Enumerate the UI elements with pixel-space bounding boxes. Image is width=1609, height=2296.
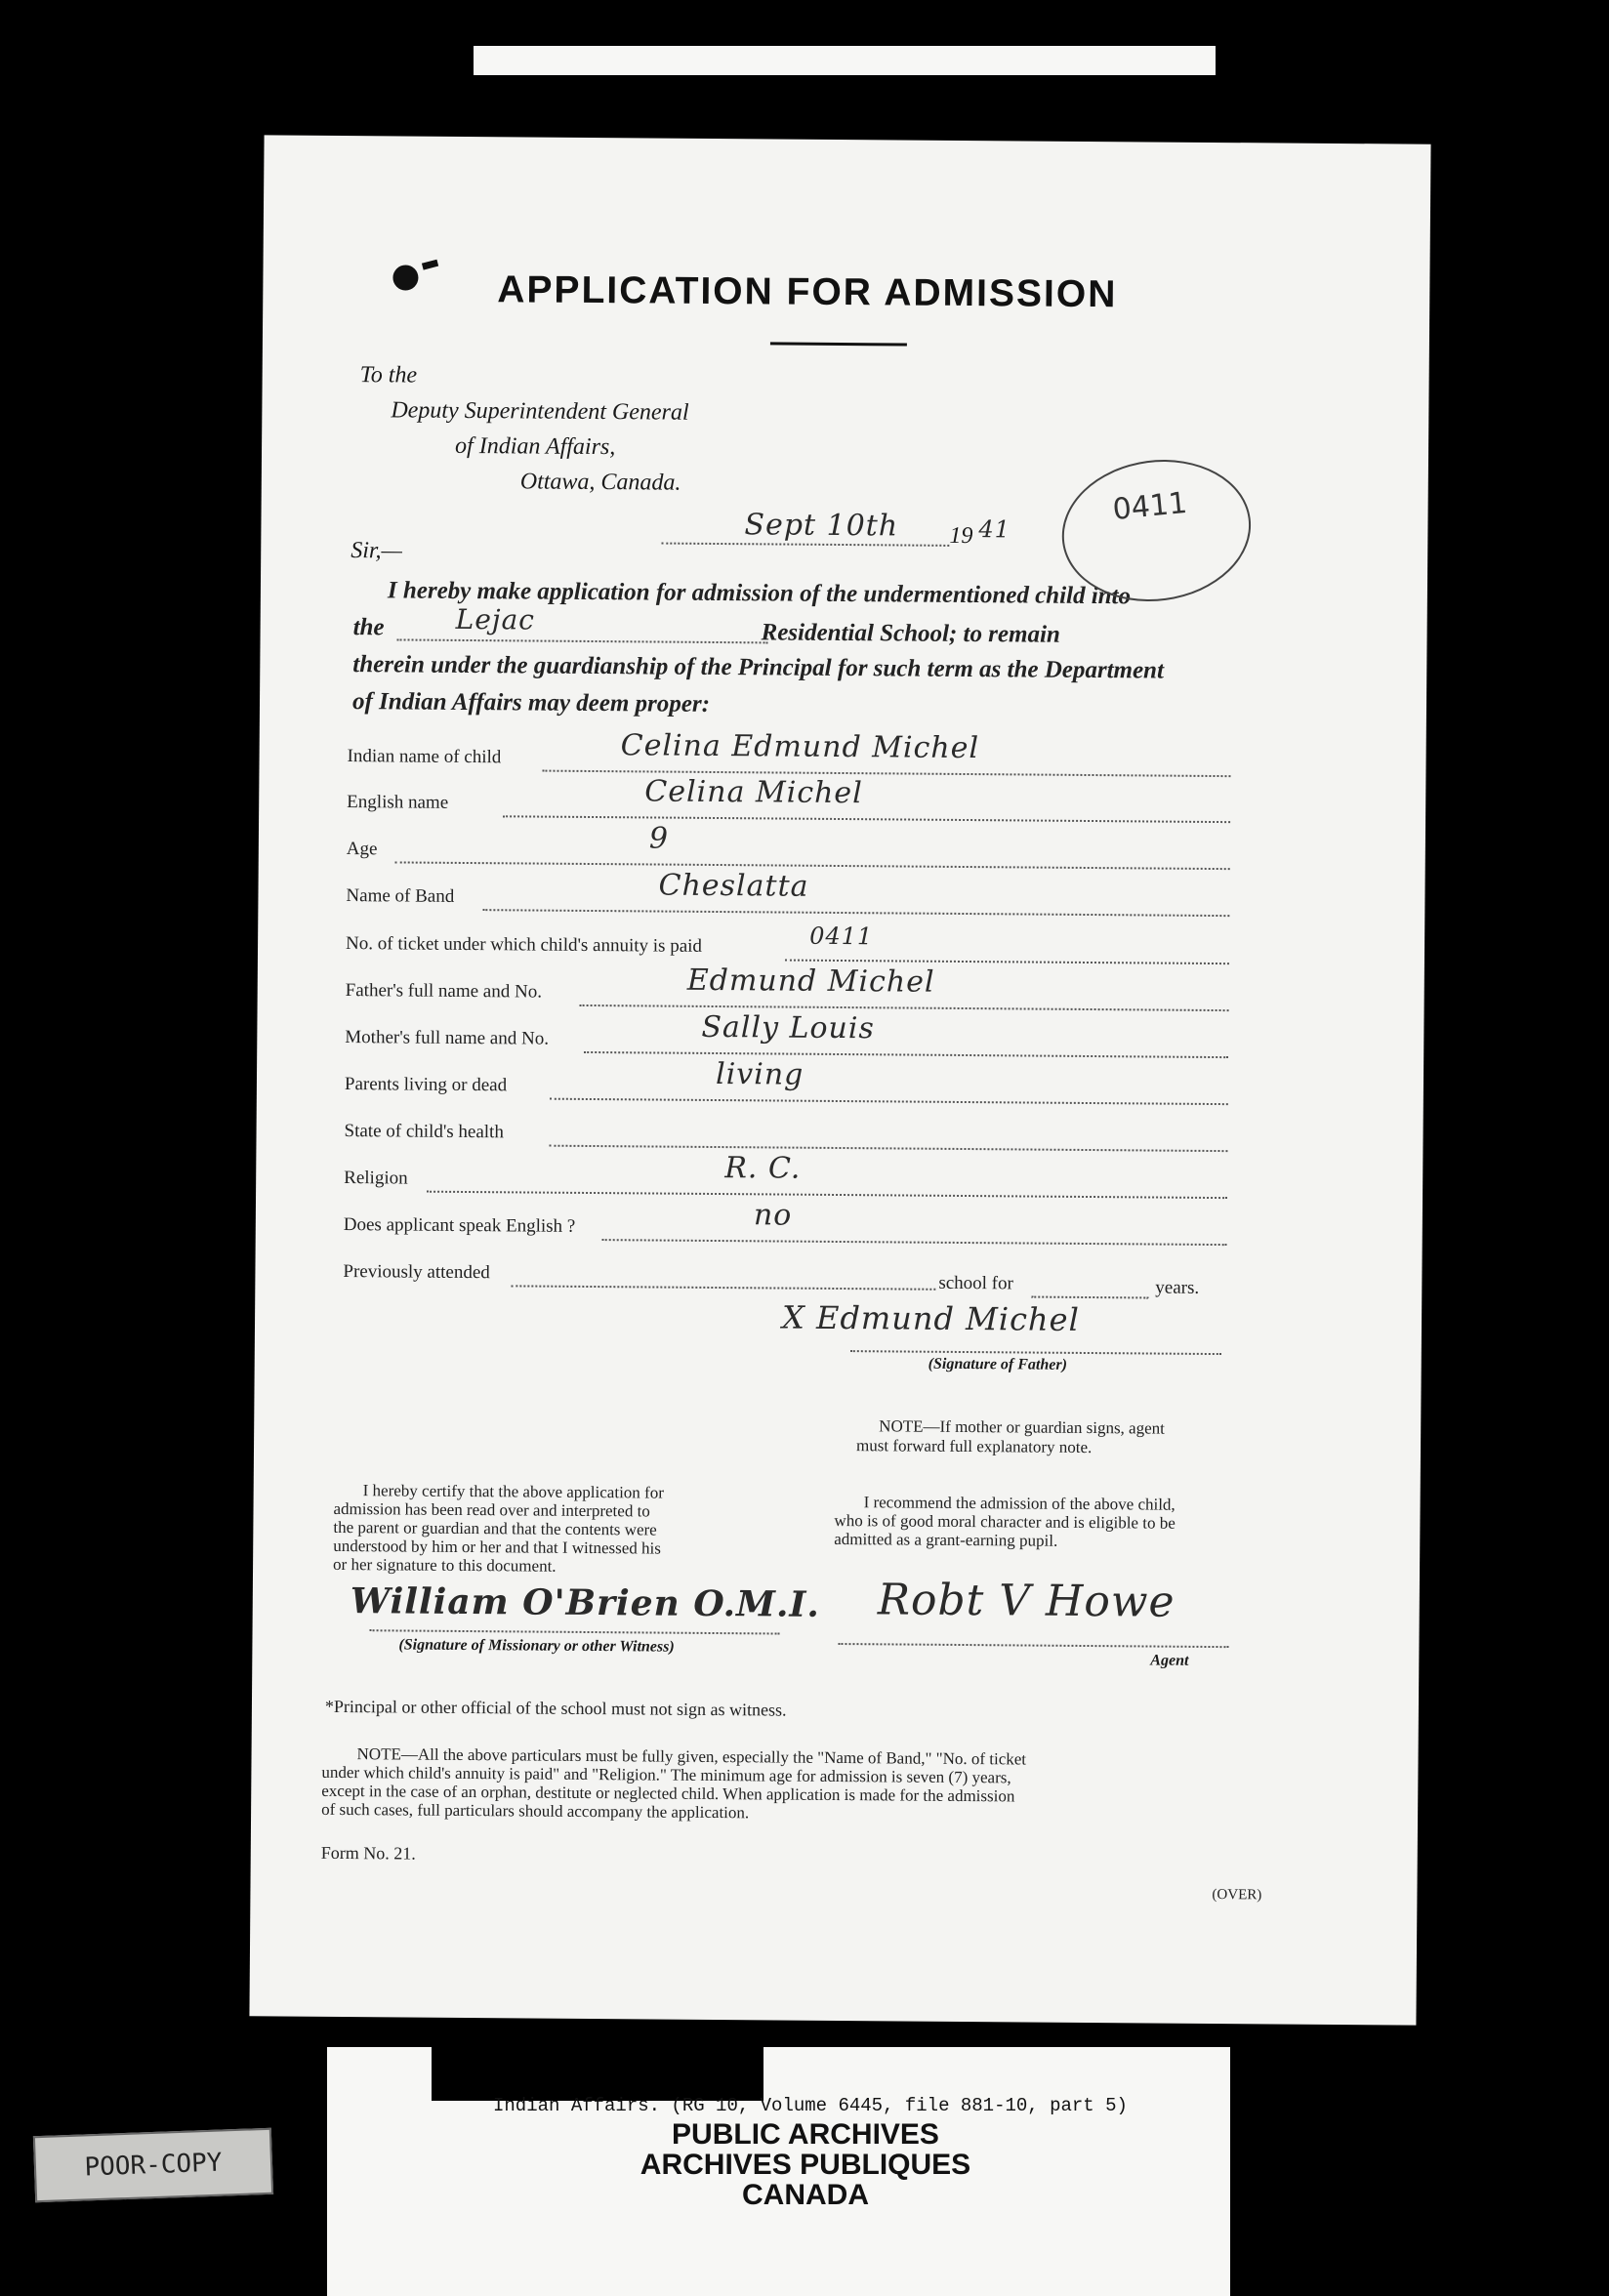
recommend-line-3: admitted as a grant-earning pupil. [834, 1529, 1058, 1550]
field-value-religion: R. C. [724, 1151, 802, 1186]
archive-line-1: PUBLIC ARCHIVES [672, 2118, 939, 2151]
field-dots [584, 1051, 1228, 1058]
certify-line-2: admission has been read over and interpreted to [333, 1498, 650, 1521]
school-for-label: school for [938, 1272, 1013, 1294]
recommend-line-1: I recommend the admission of the above child, [863, 1493, 1176, 1514]
poor-copy-stamp: POOR-COPY [33, 2128, 273, 2202]
field-label-ticket: No. of ticket under which child's annuity is paid [346, 933, 703, 957]
witness-signature: William O'Brien O.M.I. [350, 1580, 821, 1625]
body-line-2-prefix: the [352, 614, 385, 641]
field-value-english-name: Celina Michel [644, 774, 863, 811]
witness-signature-caption: (Signature of Missionary or other Witness) [398, 1636, 675, 1656]
field-value-english: no [753, 1198, 793, 1233]
title-underline [770, 342, 907, 346]
field-dots [550, 1098, 1228, 1105]
bottom-note-line-4: of such cases, full particulars should accompany the application. [321, 1799, 750, 1823]
archive-reference: Indian Affairs. (RG 10, Volume 6445, file 881-10, part 5) [493, 2095, 1128, 2116]
field-label-english: Does applicant speak English ? [343, 1214, 576, 1237]
field-dots [602, 1239, 1227, 1246]
field-dots [427, 1191, 1227, 1199]
body-line-4: of Indian Affairs may deem proper: [351, 688, 711, 718]
father-signature: X Edmund Michel [781, 1298, 1080, 1338]
tick-mark [422, 260, 438, 270]
certify-line-4: understood by him or her and that I witnessed his [333, 1536, 662, 1558]
addressee-line-2: Deputy Superintendent General [391, 397, 689, 426]
field-value-indian-name: Celina Edmund Michel [620, 728, 980, 766]
bottom-note-line-1: NOTE—All the above particulars must be fully given, especially the "Name of Band," "No. of ticket [356, 1744, 1027, 1769]
body-line-3: therein under the guardianship of the Principal for such term as the Department [352, 651, 1165, 684]
field-label-english-name: English name [347, 792, 449, 813]
addressee-line-4: Ottawa, Canada. [519, 469, 681, 496]
field-value-band: Cheslatta [658, 868, 809, 904]
field-value-ticket: 0411 [809, 922, 874, 951]
field-value-age: 9 [648, 821, 670, 856]
date-dots [661, 543, 949, 547]
bottom-note-line-3: except in the case of an orphan, destitute or neglected child. When application is made for the admission [321, 1781, 1015, 1806]
bullet-mark [392, 265, 418, 290]
field-label-religion: Religion [344, 1168, 408, 1189]
years-label: years. [1155, 1277, 1200, 1298]
field-label-father: Father's full name and No. [345, 980, 543, 1003]
field-label-mother: Mother's full name and No. [345, 1027, 550, 1049]
agent-signature: Robt V Howe [877, 1575, 1176, 1627]
field-label-previously: Previously attended [343, 1261, 490, 1284]
circled-number: 0411 [1111, 485, 1189, 528]
field-label-age: Age [346, 839, 378, 860]
bottom-note-line-2: under which child's annuity is paid" and "Religion." The minimum age for admission is seven (7) years, [321, 1762, 1011, 1787]
field-value-mother: Sally Louis [701, 1009, 875, 1046]
salutation: Sir,— [351, 538, 403, 564]
school-handwritten: Lejac [455, 602, 536, 636]
field-dots [503, 815, 1230, 823]
form-title: APPLICATION FOR ADMISSION [497, 268, 1118, 316]
father-signature-caption: (Signature of Father) [928, 1355, 1068, 1374]
field-dots [395, 861, 1230, 870]
field-label-parents: Parents living or dead [344, 1074, 508, 1096]
field-dots [511, 1285, 935, 1290]
agent-caption: Agent [1150, 1652, 1189, 1669]
principal-note: *Principal or other official of the school must not sign as witness. [324, 1696, 787, 1720]
certify-line-3: the parent or guardian and that the contents were [333, 1517, 657, 1539]
years-dots [1031, 1296, 1148, 1299]
recommend-line-2: who is of good moral character and is eligible to be [834, 1510, 1176, 1533]
field-value-parents: living [715, 1056, 804, 1092]
field-dots [482, 909, 1229, 917]
archive-line-3: CANADA [742, 2179, 869, 2211]
addressee-line-3: of Indian Affairs, [454, 432, 616, 461]
field-label-indian-name: Indian name of child [347, 746, 502, 768]
field-dots [580, 1004, 1229, 1011]
application-form-page [249, 135, 1430, 2025]
archive-line-2: ARCHIVES PUBLIQUES [639, 2149, 971, 2181]
body-line-2-suffix: Residential School; to remain [761, 619, 1060, 648]
field-dots [549, 1145, 1227, 1152]
certify-line-1: I hereby certify that the above application for [362, 1481, 664, 1502]
addressee-line-1: To the [359, 362, 418, 389]
certify-line-5: or her signature to this document. [333, 1554, 557, 1576]
archive-card-tab [432, 2047, 763, 2101]
school-dots [397, 638, 768, 643]
year-handwritten: 41 [978, 515, 1011, 544]
father-signature-dots [850, 1350, 1221, 1355]
mother-note-line-2: must forward full explanatory note. [855, 1436, 1093, 1457]
over-label: (OVER) [1212, 1887, 1262, 1904]
date-handwritten: Sept 10th [744, 508, 899, 544]
archive-reference-strip [474, 44, 1216, 77]
field-label-band: Name of Band [346, 885, 455, 907]
form-number: Form No. 21. [320, 1842, 416, 1864]
witness-signature-dots [370, 1629, 780, 1634]
body-line-1: I hereby make application for admission of the undermentioned child into [387, 577, 1132, 610]
agent-signature-dots [838, 1643, 1228, 1648]
field-label-health: State of child's health [344, 1121, 504, 1143]
mother-note-line-1: NOTE—If mother or guardian signs, agent [879, 1416, 1165, 1438]
year-printed: 19 [949, 522, 973, 550]
field-value-father: Edmund Michel [686, 963, 935, 1000]
